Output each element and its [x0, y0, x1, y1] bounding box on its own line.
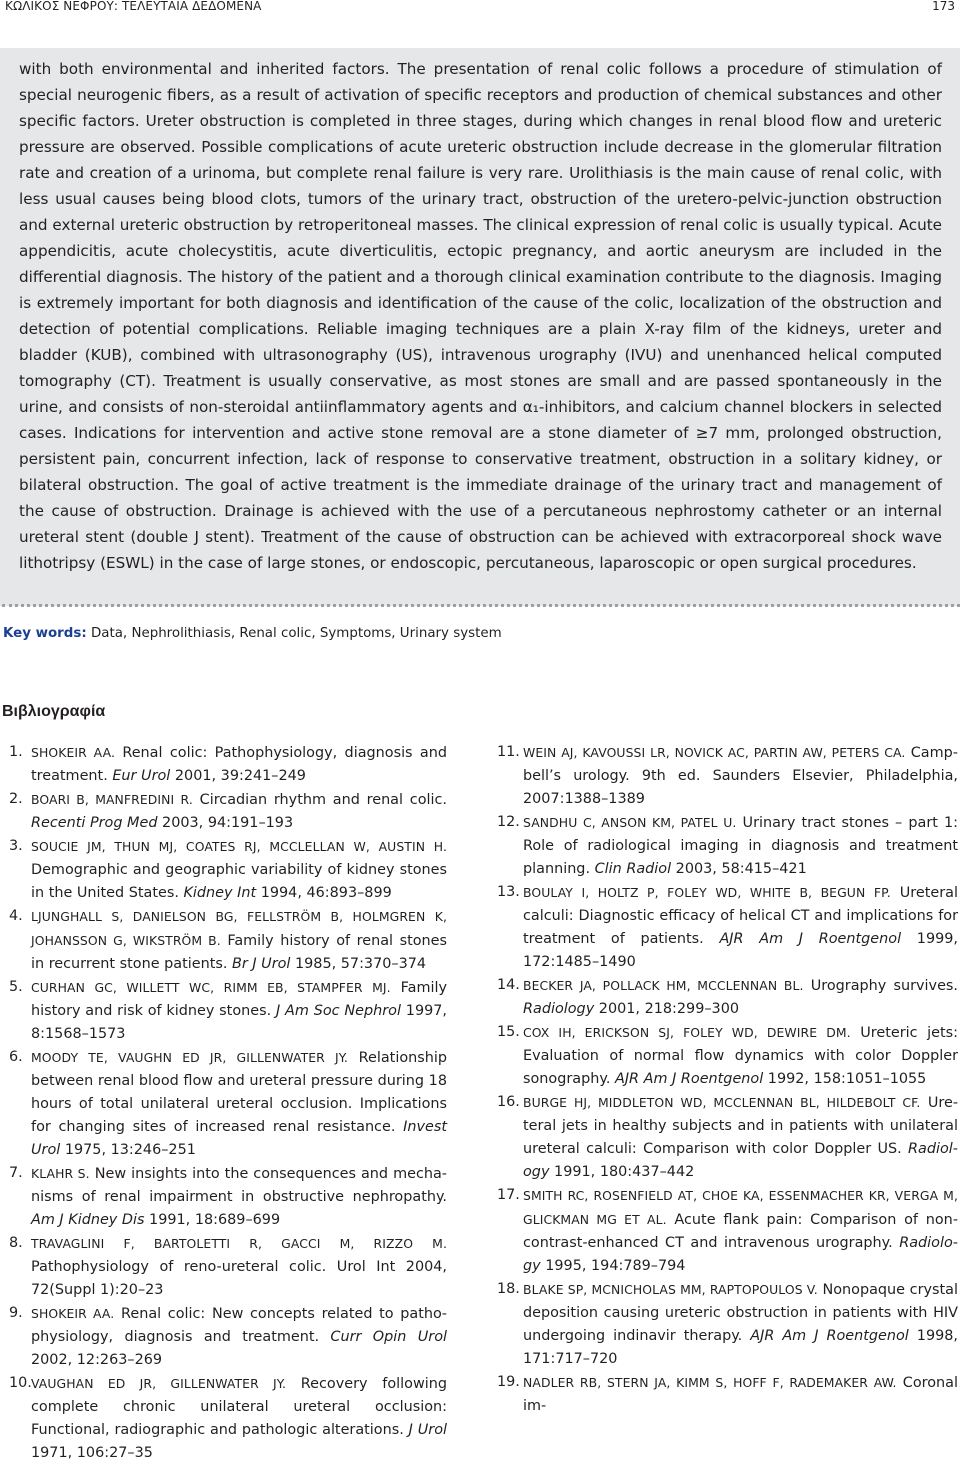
reference-authors: BECKER JA, POLLACK HM, MCCLENNAN BL. [523, 978, 804, 993]
page-number: 173 [932, 0, 955, 13]
keywords-label: Key words: [3, 626, 87, 641]
reference-number: 14. [497, 977, 520, 993]
reference-title: Urography survives. [803, 978, 959, 994]
reference-details: 1991, 18:689–699 [144, 1212, 281, 1228]
reference-authors: SHOKEIR AA. [31, 745, 115, 760]
reference-title: Ureteral calculi: Diagnostic efficacy of helical CT and implications for treatment of patients. [523, 885, 958, 947]
reference-number: 15. [497, 1024, 520, 1040]
reference-details: 1971, 106:27–35 [31, 1445, 153, 1461]
reference-details: 1985, 57:370–374 [290, 956, 427, 972]
reference-number: 10. [9, 1375, 32, 1391]
reference-authors: BOARI B, MANFREDINI R. [31, 792, 193, 807]
reference-title: Acute flank pain: Comparison of noncontrast-enhanced CT and intravenous urography. [523, 1212, 959, 1251]
reference-authors: COX IH, ERICKSON SJ, FOLEY WD, DEWIRE DM. [523, 1025, 851, 1040]
reference-journal: Recenti Prog Med [31, 815, 158, 831]
reference-item [9, 1372, 447, 1465]
reference-authors: SANDHU C, ANSON KM, PATEL U. [523, 815, 737, 830]
reference-authors: BOULAY I, HOLTZ P, FOLEY WD, WHITE B, BEGUN FP. [523, 885, 891, 900]
reference-item [497, 1278, 958, 1371]
reference-authors: BURGE HJ, MIDDLETON WD, MCCLENNAN BL, HILDEBOLT CF. [523, 1095, 921, 1110]
reference-details: 1999, 172:1485–1490 [523, 931, 958, 970]
reference-details: 1995, 194:789–794 [540, 1258, 686, 1274]
reference-details: 1994, 46:893–899 [256, 885, 392, 901]
reference-title: Ureteral jets in healthy subjects and in patients with unilateral ureteral calculi: Comparison with color Doppler US. [523, 1095, 959, 1157]
reference-title: Relationship between renal blood flow and ureteral pressure during 18 hours of total unilateral ureteral occlusion. Implications for changing sites of increased renal resistance. [31, 1050, 447, 1135]
reference-number: 2. [9, 791, 23, 807]
reference-authors: VAUGHAN ED JR, GILLENWATER JY. [31, 1376, 286, 1391]
reference-title: Nonopaque crystal deposition causing ureteric obstruction in patients with HIV undergoing indinavir therapy. [523, 1282, 958, 1344]
reference-item [9, 1046, 447, 1162]
reference-authors: CURHAN GC, WILLETT WC, RIMM EB, STAMPFER MJ. [31, 980, 391, 995]
reference-item [9, 976, 447, 1046]
reference-details: 2001, 218:299–300 [594, 1001, 740, 1017]
reference-number: 16. [497, 1094, 520, 1110]
reference-item [497, 1021, 958, 1091]
references-heading: Βιβλιογραφία [2, 703, 106, 720]
reference-authors: KLAHR S. [31, 1166, 90, 1181]
reference-title: Coronal im- [523, 1375, 958, 1414]
reference-details: 1997, 8:1568–1573 [31, 1003, 447, 1042]
reference-title: Demographic and geographic variability of kidney stones in the United States. [31, 862, 447, 901]
reference-title: Recovery following complete chronic unilateral ureteral occlusion: Functional, radiographic and pathologic alterations. [31, 1376, 448, 1438]
references-right-column [497, 741, 958, 1418]
reference-authors: LJUNGHALL S, DANIELSON BG, FELLSTRÖM B, HOLMGREN K, JOHANSSON G, WIKSTRÖM B. [31, 909, 447, 948]
reference-item [497, 1371, 958, 1418]
reference-details: 2003, 94:191–193 [157, 815, 294, 831]
reference-item [497, 1184, 958, 1278]
reference-item [497, 811, 958, 881]
reference-number: 7. [9, 1165, 23, 1181]
reference-number: 4. [9, 908, 23, 924]
reference-journal: Radiology [523, 1235, 958, 1274]
reference-number: 11. [497, 744, 520, 760]
reference-journal: AJR Am J Roentgenol [614, 1071, 764, 1087]
reference-title: Family history of renal stones in recurrent stone patients. [31, 933, 447, 972]
running-header [0, 0, 960, 22]
reference-journal: Radiology [523, 1141, 958, 1180]
reference-authors: NADLER RB, STERN JA, KIMM S, HOFF F, RADEMAKER AW. [523, 1375, 897, 1390]
reference-authors: WEIN AJ, KAVOUSSI LR, NOVICK AC, PARTIN AW, PETERS CA. [523, 745, 906, 760]
reference-number: 9. [9, 1305, 23, 1321]
reference-journal: Am J Kidney Dis [31, 1212, 145, 1228]
references-left-column [9, 741, 447, 1465]
reference-item [9, 1302, 447, 1372]
running-title: ΚΩΛΙΚΟΣ ΝΕΦΡΟΥ: ΤΕΛΕΥΤΑΙΑ ΔΕΔΟΜΕΝΑ [5, 0, 262, 13]
reference-item [497, 881, 958, 974]
reference-item [9, 835, 447, 905]
reference-number: 8. [9, 1235, 23, 1251]
reference-journal: AJR Am J Roentgenol [719, 931, 902, 947]
reference-authors: MOODY TE, VAUGHN ED JR, GILLENWATER JY. [31, 1050, 348, 1065]
reference-number: 13. [497, 884, 520, 900]
keywords-text: Data, Nephrolithiasis, Renal colic, Symptoms, Urinary system [86, 626, 502, 641]
dotted-divider [2, 604, 960, 607]
reference-journal: J Am Soc Nephrol [276, 1003, 401, 1019]
reference-item [9, 1232, 447, 1302]
reference-item [497, 741, 958, 811]
reference-details: 2003, 58:415–421 [671, 861, 807, 877]
reference-journal: Invest Urol [31, 1119, 447, 1158]
reference-details: 1975, 13:246–251 [60, 1142, 196, 1158]
reference-item [497, 1091, 958, 1184]
reference-journal: Curr Opin Urol [330, 1329, 447, 1345]
reference-title: New insights into the consequences and mechanisms of renal impairment in obstructive nephropathy. [31, 1166, 447, 1205]
reference-details: 1992, 158:1051–1055 [763, 1071, 927, 1087]
reference-details: 1991, 180:437–442 [549, 1164, 695, 1180]
reference-title: Circadian rhythm and renal colic. [192, 792, 447, 808]
keywords [3, 626, 502, 641]
reference-journal: AJR Am J Roentgenol [750, 1328, 909, 1344]
reference-title: Pathophysiology of reno-ureteral colic. Urol Int 2004, 72(Suppl 1):20–23 [31, 1259, 447, 1298]
reference-journal: Eur Urol [112, 768, 171, 784]
reference-number: 17. [497, 1187, 520, 1203]
reference-title: Family history and risk of kidney stones. [31, 980, 447, 1019]
reference-item [9, 788, 447, 835]
reference-details: 2001, 39:241–249 [170, 768, 306, 784]
abstract-text: with both environmental and inherited factors. The presentation of renal colic follows a procedure of stimulation of special neurogenic fibers, as a result of activation of specific receptors and production of chemical substances and other specific factors. Ureter obstruction is completed in three stages, during which changes in renal blood flow and ureteric pressure are observed. Possible complications of acute ureteric obstruction include decrease in the glomerular filtration rate and creation of a urinoma, but complete renal failure is very rare. Urolithiasis is the main cause of renal colic, with less usual causes being blood clots, tumors of the urinary tract, obstruction of the uretero-pelvic-junction obstruction and external ureteric obstruction by retroperitoneal masses. The clinical expression of renal colic is usually typical. Acute appendicitis, acute cholecystitis, acute diverticulitis, ectopic pregnancy, and aortic aneurysm are included in the differential diagnosis. The history of the patient and a thorough clinical examination contribute to the diagnosis. Imaging is extremely important for both diagnosis and identification of the cause of the colic, localization of the obstruction and detection of potential complications. Reliable imaging techniques are a plain X-ray film of the kidneys, ureter and bladder (KUB), combined with ultrasonography (US), intravenous urography (IVU) and unenhanced helical computed tomography (CT). Treatment is usually conservative, as most stones are small and are passed spontaneously in the urine, and consists of non-steroidal antiinflammatory agents and α₁-inhibitors, and calcium channel blockers in selected cases. Indications for intervention and active stone removal are a stone diameter of ≥7 mm, prolonged obstruction, persistent pain, concurrent infection, lack of response to conservative treatment, obstruction in a solitary kidney, or bilateral obstruction. The goal of active treatment is the immediate drainage of the urinary tract and management of the cause of obstruction. Drainage is achieved with the use of a percutaneous nephrostomy catheter or an internal ureteral stent (double J stent). Treatment of the cause of obstruction can be achieved with extracorporeal shock wave lithotripsy (ESWL) in the case of large stones, or endoscopic, percutaneous, laparoscopic or open surgical procedures. [19, 60, 942, 572]
reference-number: 18. [497, 1281, 520, 1297]
reference-authors: SHOKEIR AA. [31, 1306, 115, 1321]
reference-journal: J Urol [408, 1422, 447, 1438]
reference-number: 6. [9, 1049, 23, 1065]
reference-item [9, 741, 447, 788]
reference-journal: Br J Urol [231, 956, 291, 972]
reference-title: Renal colic: Pathophysiology, diagnosis and treatment. [31, 745, 447, 784]
reference-journal: Clin Radiol [594, 861, 672, 877]
reference-item [9, 1162, 447, 1232]
reference-journal: Kidney Int [183, 885, 257, 901]
reference-number: 12. [497, 814, 520, 830]
reference-number: 3. [9, 838, 23, 854]
reference-title: Ureteric jets: Evaluation of normal flow dynamics with color Doppler sonography. [523, 1025, 958, 1087]
reference-title: Campbell’s urology. 9th ed. Saunders Elsevier, Philadelphia, 2007:1388–1389 [523, 745, 958, 807]
reference-details: 2002, 12:263–269 [31, 1352, 163, 1368]
reference-journal: Radiology [523, 1001, 595, 1017]
reference-authors: TRAVAGLINI F, BARTOLETTI R, GACCI M, RIZZO M. [31, 1236, 447, 1251]
reference-authors: SMITH RC, ROSENFIELD AT, CHOE KA, ESSENMACHER KR, VERGA M, GLICKMAN MG ET AL. [523, 1188, 958, 1227]
reference-item [497, 974, 958, 1021]
reference-number: 1. [9, 744, 23, 760]
reference-title: Renal colic: New concepts related to pathophysiology, diagnosis and treatment. [31, 1306, 447, 1345]
reference-title: Urinary tract stones – part 1: Role of radiological imaging in diagnosis and treatment planning. [523, 815, 958, 877]
reference-item [9, 905, 447, 976]
reference-details: 1998, 171:717–720 [523, 1328, 958, 1367]
reference-number: 5. [9, 979, 23, 995]
reference-authors: SOUCIE JM, THUN MJ, COATES RJ, MCCLELLAN W, AUSTIN H. [31, 839, 447, 854]
reference-number: 19. [497, 1374, 520, 1390]
reference-authors: BLAKE SP, MCNICHOLAS MM, RAPTOPOULOS V. [523, 1282, 818, 1297]
